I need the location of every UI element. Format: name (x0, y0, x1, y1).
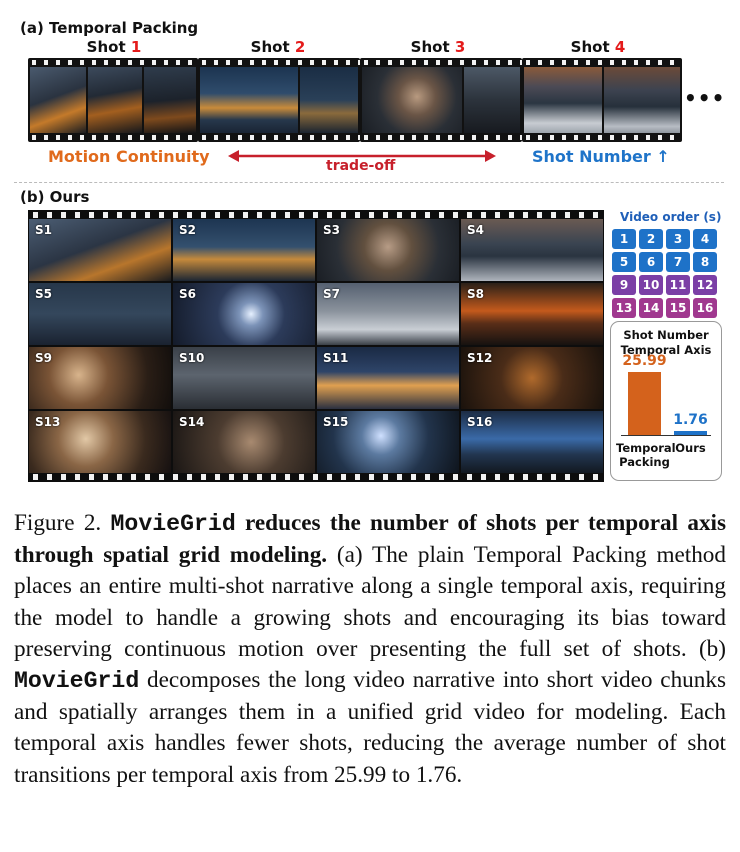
grid-cell-label: S6 (179, 287, 196, 301)
chart-title-line2: Temporal Axis (620, 343, 712, 357)
panel-b-label: (b) Ours (20, 188, 90, 206)
grid-cell-9 (29, 347, 171, 409)
grid-cell-label: S9 (35, 351, 52, 365)
grid-cell-4 (461, 219, 603, 281)
film-strip-shot-2 (198, 58, 360, 142)
section-divider (14, 182, 724, 183)
trade-off-label: trade-off (326, 158, 396, 174)
video-order-cell-13: 13 (612, 298, 636, 318)
bar-category-label: Temporal Packing (616, 441, 676, 469)
chart-title-line1: Shot Number (623, 328, 709, 342)
grid-cell-label: S3 (323, 223, 340, 237)
shot-number-chart (610, 321, 722, 481)
video-order-cell-2: 2 (639, 229, 663, 249)
shot-word: Shot (410, 38, 450, 56)
video-order-cell-12: 12 (693, 275, 717, 295)
shot-word: Shot (86, 38, 126, 56)
chart-baseline (621, 435, 711, 436)
bar-value-label: 1.76 (673, 411, 708, 428)
video-order-cell-7: 7 (666, 252, 690, 272)
video-order-cell-15: 15 (666, 298, 690, 318)
grid-cell-label: S15 (323, 415, 349, 429)
figure-caption (14, 508, 726, 791)
grid-cell-7 (317, 283, 459, 345)
shot-number: 1 (130, 38, 142, 56)
grid-cell-label: S1 (35, 223, 52, 237)
shot-3-title (378, 38, 498, 56)
grid-cell-15 (317, 411, 459, 473)
shot-number: 2 (294, 38, 306, 56)
video-order-cell-9: 9 (612, 275, 636, 295)
grid-cell-label: S7 (323, 287, 340, 301)
grid-cell-6 (173, 283, 315, 345)
bar-temporal-packing (628, 372, 661, 435)
shot-word: Shot (570, 38, 610, 56)
grid-cell-label: S4 (467, 223, 484, 237)
grid-cell-3 (317, 219, 459, 281)
caption-method-name-2: MovieGrid (14, 668, 140, 695)
shot-number-label: Shot Number ↑ (532, 147, 670, 166)
video-order-cell-1: 1 (612, 229, 636, 249)
grid-cell-11 (317, 347, 459, 409)
film-strip-shot-3 (360, 58, 522, 142)
grid-cell-12 (461, 347, 603, 409)
shot-4-title (538, 38, 658, 56)
grid-cell-2 (173, 219, 315, 281)
caption-part-a: (a) The plain Temporal Packing method places an entire multi-shot narrative along a single temporal axis, requiring the model to handle a growing shots and encouraging its bias toward preserving continuous motion over presenting the full set of shots. (14, 542, 726, 662)
shot-word: Shot (250, 38, 290, 56)
motion-continuity-label: Motion Continuity (48, 147, 210, 166)
grid-cell-label: S13 (35, 415, 61, 429)
grid-cell-13 (29, 411, 171, 473)
video-order-cell-4: 4 (693, 229, 717, 249)
grid-cell-label: S10 (179, 351, 205, 365)
video-order-cell-11: 11 (666, 275, 690, 295)
shot-number: 4 (614, 38, 626, 56)
grid-cell-label: S8 (467, 287, 484, 301)
panel-a-label: (a) Temporal Packing (20, 19, 199, 37)
grid-cell-14 (173, 411, 315, 473)
grid-cell-label: S5 (35, 287, 52, 301)
video-order-cell-10: 10 (639, 275, 663, 295)
video-order-cell-6: 6 (639, 252, 663, 272)
video-order-title: Video order (s) (620, 210, 722, 224)
caption-bold-summary: reduces the number of shots per temporal axis through spatial grid modeling. (14, 510, 727, 569)
more-shots-ellipsis: ••• (684, 86, 726, 110)
grid-cell-1 (29, 219, 171, 281)
grid-cell-label: S2 (179, 223, 196, 237)
grid-cell-label: S16 (467, 415, 493, 429)
grid-video (28, 210, 604, 482)
video-order-cell-3: 3 (666, 229, 690, 249)
grid-cell-10 (173, 347, 315, 409)
film-strip-shot-4 (522, 58, 682, 142)
grid-cell-8 (461, 283, 603, 345)
grid-cell-label: S12 (467, 351, 493, 365)
bar-category-label: Ours (675, 441, 706, 455)
caption-part-b-label: (b) (698, 635, 726, 662)
shot-2-title (218, 38, 338, 56)
video-order-cell-14: 14 (639, 298, 663, 318)
bar-value-label: 25.99 (622, 353, 667, 369)
video-order-cell-16: 16 (693, 298, 717, 318)
grid-cell-16 (461, 411, 603, 473)
video-order-cell-5: 5 (612, 252, 636, 272)
film-strip-shot-1 (28, 58, 198, 142)
caption-figure-number: Figure 2. (14, 510, 102, 536)
grid-cell-5 (29, 283, 171, 345)
grid-cell-label: S11 (323, 351, 349, 365)
caption-method-name: MovieGrid (110, 511, 236, 537)
shot-1-title (54, 38, 174, 56)
video-order-cell-8: 8 (693, 252, 717, 272)
shot-number: 3 (454, 38, 466, 56)
caption-part-b: decomposes the long video narrative into short video chunks and spatially arranges them in a unified grid video for modeling. Each temporal axis handles fewer shots, reducing the average number of shot transitions per temporal axis from 25.99 to 1.76. (14, 667, 726, 788)
grid-cell-label: S14 (179, 415, 205, 429)
